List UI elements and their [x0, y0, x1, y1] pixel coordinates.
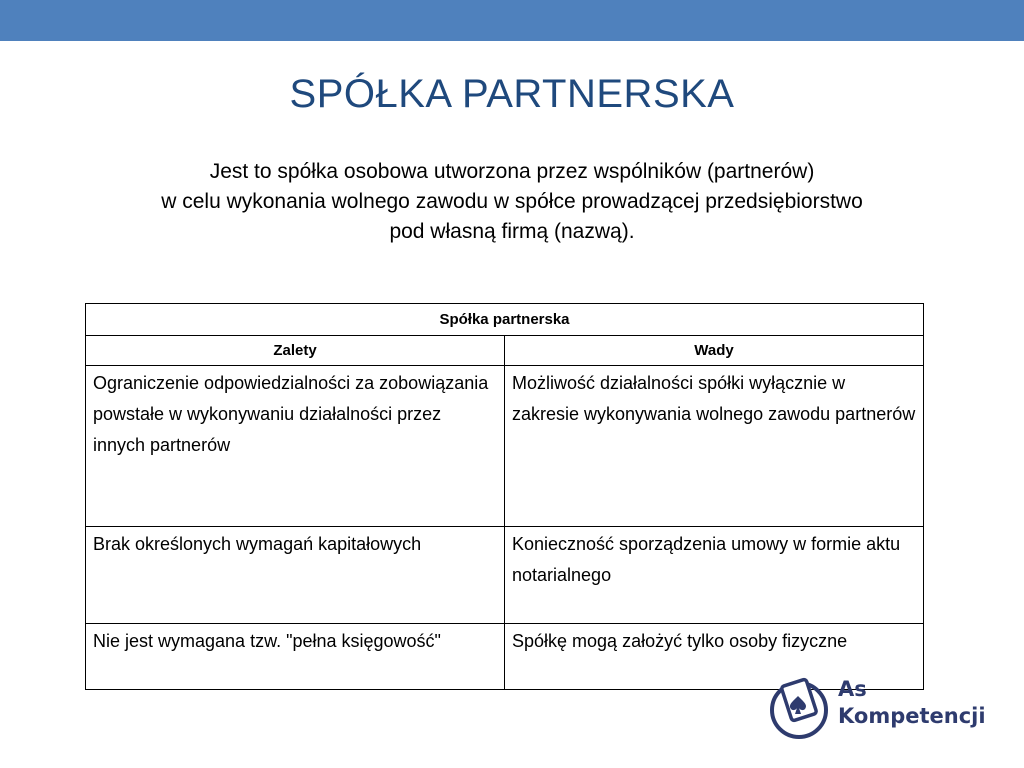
column-header-advantages: Zalety — [86, 336, 505, 366]
table-header-row — [86, 336, 924, 366]
disadvantage-cell: Możliwość działalności spółki wyłącznie w zakresie wykonywania wolnego zawodu partnerów — [505, 366, 924, 527]
advantage-cell: Ograniczenie odpowiedzialności za zobowiązania powstałe w wykonywaniu działalności przez innych partnerów — [86, 366, 505, 527]
column-header-disadvantages: Wady — [505, 336, 924, 366]
intro-line: w celu wykonania wolnego zawodu w spółce prowadzącej przedsiębiorstwo — [161, 190, 863, 213]
slide-title: SPÓŁKA PARTNERSKA — [289, 72, 735, 116]
intro-line: Jest to spółka osobowa utworzona przez wspólników (partnerów) — [209, 160, 815, 183]
advantage-cell: Brak określonych wymagań kapitałowych — [86, 527, 505, 624]
intro-line: pod własną firmą (nazwą). — [389, 220, 635, 243]
advantage-cell: Nie jest wymagana tzw. "pełna księgowość" — [86, 624, 505, 690]
comparison-table — [85, 303, 924, 690]
logo-wordmark — [838, 676, 986, 730]
intro-paragraph — [40, 157, 984, 247]
disadvantage-cell: Spółkę mogą założyć tylko osoby fizyczne — [505, 624, 924, 690]
top-accent-bar — [0, 0, 1024, 41]
table-row — [86, 366, 924, 527]
card-spade-icon — [772, 679, 826, 737]
table-title-row — [86, 304, 924, 336]
table-title: Spółka partnerska — [86, 304, 924, 336]
disadvantage-cell: Konieczność sporządzenia umowy w formie aktu notarialnego — [505, 527, 924, 624]
logo-line-2: Kompetencji — [838, 704, 986, 728]
table-row — [86, 527, 924, 624]
logo-line-1: As — [838, 677, 867, 701]
